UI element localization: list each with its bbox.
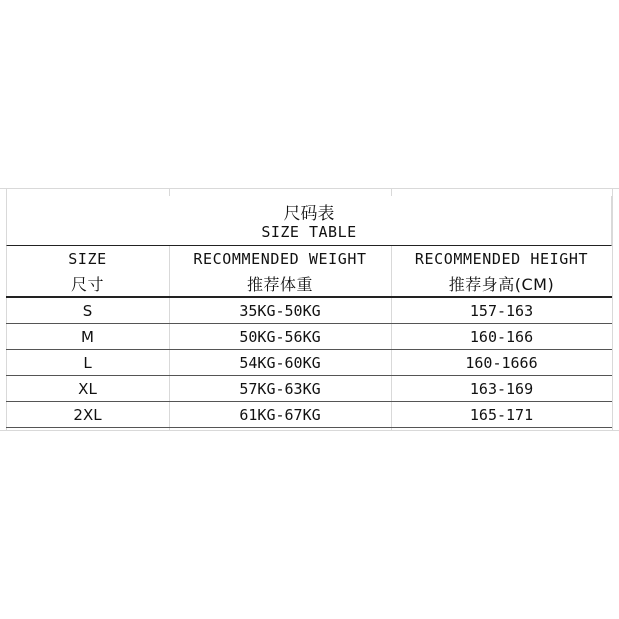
column-header-size-cn: 尺寸 bbox=[70, 275, 104, 294]
table-row bbox=[6, 324, 612, 350]
column-header-height: RECOMMENDED HEIGHT bbox=[414, 249, 589, 268]
column-header-weight-cn: 推荐体重 bbox=[246, 275, 313, 294]
table-title-chinese: 尺码表 bbox=[283, 204, 335, 224]
header-row-english bbox=[6, 246, 612, 271]
table-row bbox=[6, 376, 612, 402]
weight-cell: 61KG-67KG bbox=[239, 405, 321, 424]
column-header-size: SIZE bbox=[68, 249, 107, 268]
column-header-weight: RECOMMENDED WEIGHT bbox=[193, 249, 367, 268]
table-row bbox=[6, 350, 612, 376]
height-cell: 160-166 bbox=[469, 327, 534, 346]
table-row bbox=[6, 298, 612, 324]
weight-cell: 35KG-50KG bbox=[239, 301, 321, 320]
size-cell: M bbox=[81, 327, 94, 346]
gridline bbox=[0, 430, 619, 431]
gridline bbox=[0, 188, 619, 189]
header-row-chinese bbox=[6, 271, 612, 298]
size-cell: L bbox=[83, 353, 92, 372]
height-cell: 163-169 bbox=[469, 379, 534, 398]
table-title-english: SIZE TABLE bbox=[261, 223, 357, 241]
weight-cell: 57KG-63KG bbox=[239, 379, 321, 398]
size-table bbox=[6, 196, 612, 428]
gridline bbox=[612, 188, 613, 431]
height-cell: 160-1666 bbox=[465, 353, 538, 372]
weight-cell: 54KG-60KG bbox=[239, 353, 321, 372]
table-row bbox=[6, 402, 612, 428]
height-cell: 165-171 bbox=[469, 405, 534, 424]
size-cell: S bbox=[82, 301, 93, 320]
column-header-height-cn: 推荐身高(CM) bbox=[448, 275, 555, 294]
weight-cell: 50KG-56KG bbox=[239, 327, 321, 346]
size-cell: XL bbox=[78, 379, 97, 398]
size-cell: 2XL bbox=[73, 405, 102, 424]
height-cell: 157-163 bbox=[469, 301, 534, 320]
table-title-block bbox=[6, 196, 612, 246]
